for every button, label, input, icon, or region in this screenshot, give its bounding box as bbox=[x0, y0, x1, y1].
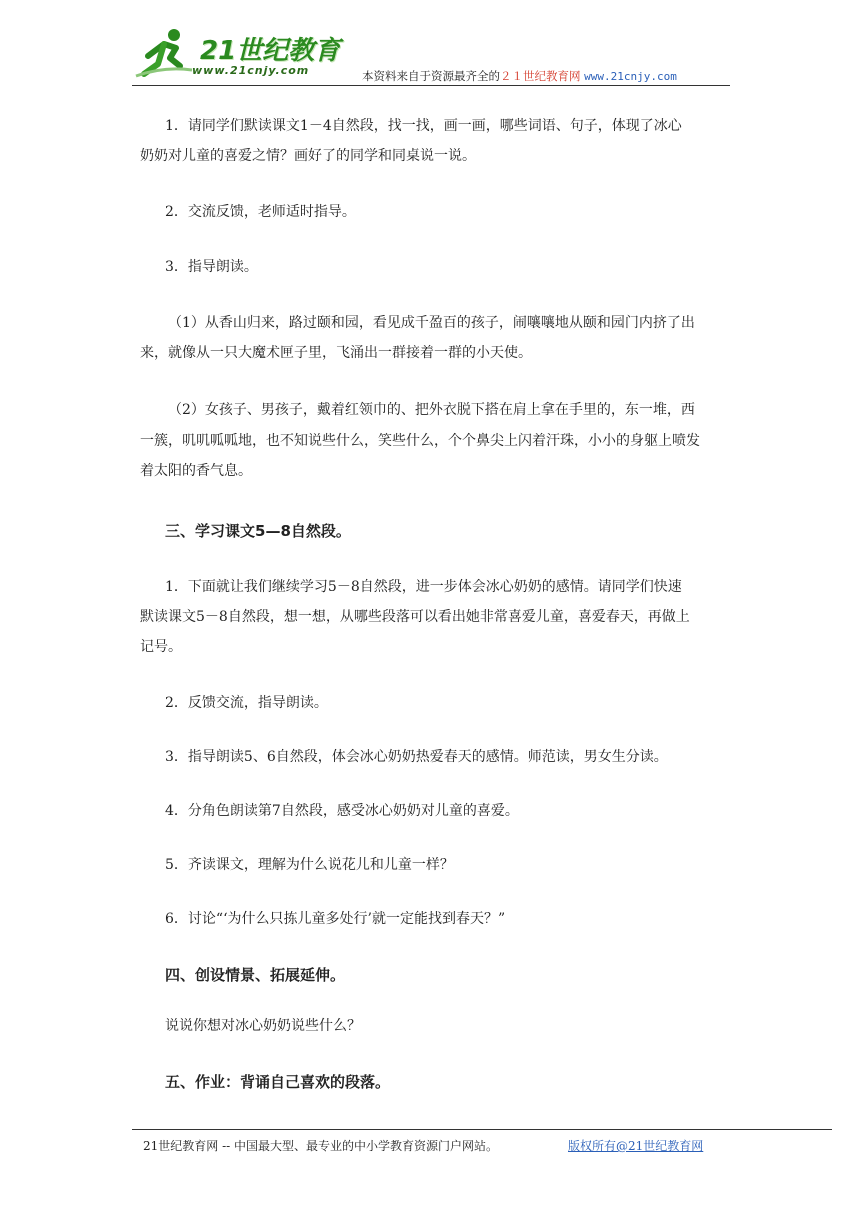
paragraph-5-line-1: （2）女孩子、男孩子，戴着红领巾的、把外衣脱下搭在肩上拿在手里的，东一堆，西 bbox=[168, 402, 695, 418]
footer-divider bbox=[132, 1129, 832, 1130]
page-header bbox=[132, 22, 730, 84]
page-footer bbox=[143, 1137, 704, 1154]
item-1-line-2: 默读课文5－8自然段，想一想，从哪些段落可以看出她非常喜爱儿童，喜爱春天，再做上 bbox=[140, 609, 690, 625]
header-note-url[interactable]: www.21cnjy.com bbox=[584, 70, 677, 83]
copyright-link[interactable]: 版权所有@21世纪教育网 bbox=[568, 1139, 704, 1153]
paragraph-5-line-2: 一簇，叽叽呱呱地，也不知说些什么，笑些什么，个个鼻尖上闪着汗珠，小小的身躯上喷发 bbox=[140, 433, 700, 449]
header-note-site[interactable]: ２１世纪教育网 bbox=[500, 69, 581, 83]
logo-text: 21世纪教育 bbox=[200, 36, 341, 66]
paragraph-1-line-1: 1．请同学们默读课文1－4自然段，找一找，画一画，哪些词语、句子，体现了冰心 bbox=[165, 118, 682, 134]
footer-text: 21世纪教育网 -- 中国最大型、最专业的中小学教育资源门户网站。 bbox=[143, 1139, 499, 1153]
item-3: 3．指导朗读5、6自然段，体会冰心奶奶热爱春天的感情。师范读，男女生分读。 bbox=[165, 749, 668, 765]
paragraph-1-line-2: 奶奶对儿童的喜爱之情？画好了的同学和同桌说一说。 bbox=[140, 148, 476, 164]
section-heading-5: 五、作业：背诵自己喜欢的段落。 bbox=[165, 1073, 391, 1091]
paragraph-3: 3．指导朗读。 bbox=[165, 259, 258, 275]
paragraph-2: 2．交流反馈，老师适时指导。 bbox=[165, 204, 356, 220]
item-5: 5．齐读课文，理解为什么说花儿和儿童一样？ bbox=[165, 857, 454, 873]
section-heading-3: 三、学习课文5—8自然段。 bbox=[165, 522, 351, 540]
item-6: 6．讨论“‘为什么只拣儿童多处行’就一定能找到春天？” bbox=[165, 911, 506, 927]
paragraph-4-line-1: （1）从香山归来，路过颐和园，看见成千盈百的孩子，闹嚷嚷地从颐和园门内挤了出 bbox=[168, 315, 695, 331]
runner-logo-icon bbox=[134, 26, 194, 80]
item-1-line-1: 1．下面就让我们继续学习5－8自然段，进一步体会冰心奶奶的感情。请同学们快速 bbox=[165, 579, 682, 595]
header-note-prefix: 本资料来自于资源最齐全的 bbox=[362, 69, 500, 83]
paragraph-4-line-2: 来，就像从一只大魔术匣子里，飞涌出一群接着一群的小天使。 bbox=[140, 345, 532, 361]
header-divider bbox=[132, 85, 730, 86]
item-2: 2．反馈交流，指导朗读。 bbox=[165, 695, 328, 711]
header-note bbox=[362, 68, 677, 84]
prompt-line: 说说你想对冰心奶奶说些什么？ bbox=[165, 1018, 361, 1034]
item-4: 4．分角色朗读第7自然段，感受冰心奶奶对儿童的喜爱。 bbox=[165, 803, 519, 819]
section-heading-4: 四、创设情景、拓展延伸。 bbox=[165, 966, 346, 984]
paragraph-5-line-3: 着太阳的香气息。 bbox=[140, 463, 252, 479]
site-logo[interactable] bbox=[132, 22, 352, 82]
logo-url: www.21cnjy.com bbox=[192, 64, 310, 77]
item-1-line-3: 记号。 bbox=[140, 639, 182, 655]
